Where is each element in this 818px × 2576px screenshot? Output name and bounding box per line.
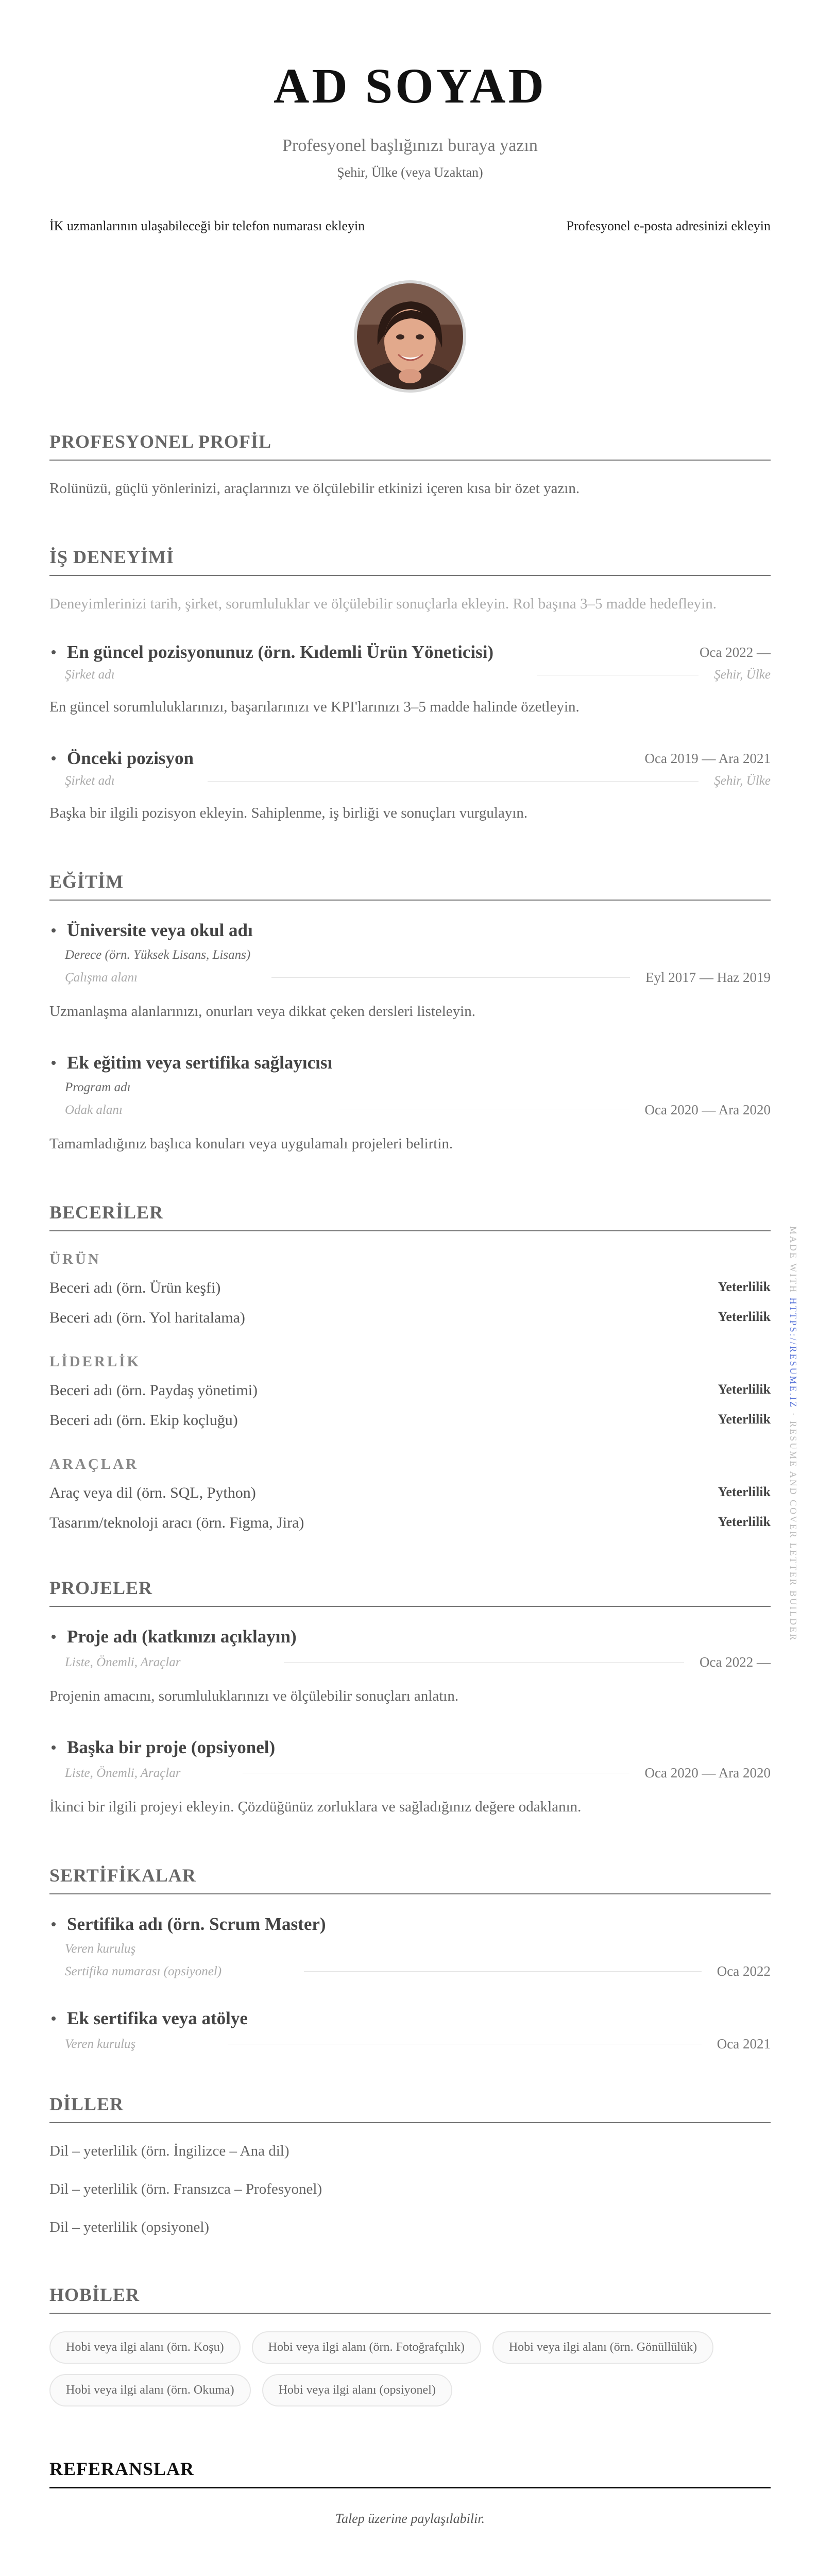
education-section xyxy=(49,871,771,1156)
entry-field: Odak alanı xyxy=(65,1103,123,1117)
section-title-languages: DİLLER xyxy=(49,2093,771,2123)
bullet-icon xyxy=(52,650,56,654)
skill-category: LİDERLİK xyxy=(49,1353,141,1370)
entry-date: Oca 2020 — Ara 2020 xyxy=(644,1765,771,1781)
entry-title: Başka bir proje (opsiyonel) xyxy=(49,1737,771,1758)
leader-line xyxy=(208,781,699,782)
builder-link[interactable]: HTTPS://RESUME.IZ xyxy=(788,1297,798,1409)
entry-place: Şehir, Ülke xyxy=(714,668,771,682)
entry-place: Şehir, Ülke xyxy=(714,774,771,788)
section-title-skills: BECERİLER xyxy=(49,1201,771,1231)
entry-degree: Derece (örn. Yüksek Lisans, Lisans) xyxy=(65,948,251,962)
skill-row: Beceri adı (örn. Ürün keşfi) Yeterlilik xyxy=(49,1279,771,1296)
section-title-references: REFERANSLAR xyxy=(49,2458,771,2488)
hobby-chip: Hobi veya ilgi alanı (opsiyonel) xyxy=(262,2374,452,2406)
entry-tags: Liste, Önemli, Araçlar xyxy=(65,1655,181,1669)
entry-company: Şirket adı xyxy=(65,774,115,788)
bullet-icon xyxy=(52,1635,56,1639)
profile-text: Rolünüzü, güçlü yönlerinizi, araçlarınızı ve ölçülebilir etkinizi içeren kısa bir özet yazın. xyxy=(49,480,580,497)
language-item: Dil – yeterlilik (örn. İngilizce – Ana dil) xyxy=(49,2143,289,2159)
entry-title: Sertifika adı (örn. Scrum Master) xyxy=(49,1914,771,1935)
profile-photo xyxy=(354,280,466,393)
entry-tags: Liste, Önemli, Araçlar xyxy=(65,1766,181,1780)
section-title-education: EĞİTİM xyxy=(49,871,771,901)
skill-row: Beceri adı (örn. Ekip koçluğu) Yeterlilik xyxy=(49,1412,771,1429)
languages-section xyxy=(49,2093,771,2240)
section-title-experience: İŞ DENEYİMİ xyxy=(49,546,771,576)
entry-title: Üniversite veya okul adı xyxy=(49,920,771,941)
entry-desc: Tamamladığınız başlıca konuları veya uygulamalı projeleri belirtin. xyxy=(49,1136,453,1152)
entry-desc: Projenin amacını, sorumluluklarınızı ve ölçülebilir sonuçları anlatın. xyxy=(49,1688,459,1704)
portrait-image xyxy=(357,283,463,389)
skill-row: Beceri adı (örn. Paydaş yönetimi) Yeterlilik xyxy=(49,1382,771,1399)
leader-line xyxy=(271,977,630,978)
certificates-section xyxy=(49,1865,771,2052)
entry-date: Oca 2022 — xyxy=(700,644,771,660)
entry-title: Ek sertifika veya atölye xyxy=(49,2008,771,2029)
entry-date: Oca 2022 — xyxy=(700,1654,771,1670)
section-title-projects: PROJELER xyxy=(49,1577,771,1607)
hobbies-section xyxy=(49,2284,771,2417)
candidate-name: AD SOYAD xyxy=(274,58,547,113)
entry-field: Çalışma alanı xyxy=(65,970,138,985)
experience-item xyxy=(49,642,771,719)
language-item: Dil – yeterlilik (örn. Fransızca – Profesyonel) xyxy=(49,2181,322,2197)
section-title-certificates: SERTİFİKALAR xyxy=(49,1865,771,1894)
profile-section xyxy=(49,431,771,501)
entry-issuer: Veren kuruluş xyxy=(65,1942,136,1956)
entry-desc: İkinci bir ilgili projeyi ekleyin. Çözdüğünüz zorluklara ve sağladığınız değere odaklanın. xyxy=(49,1799,582,1815)
entry-date: Oca 2021 xyxy=(717,2036,771,2052)
project-item xyxy=(49,1737,771,1819)
bullet-icon xyxy=(52,1745,56,1750)
section-title-profile: PROFESYONEL PROFİL xyxy=(49,431,771,461)
entry-title: Önceki pozisyon xyxy=(49,748,194,769)
bullet-icon xyxy=(52,1922,56,1926)
entry-desc: Başka bir ilgili pozisyon ekleyin. Sahiplenme, iş birliği ve sonuçları vurgulayın. xyxy=(49,805,528,821)
entry-title: En güncel pozisyonunuz (örn. Kıdemli Ürün Yöneticisi) xyxy=(49,642,493,663)
skills-section xyxy=(49,1201,771,1532)
hobby-chip: Hobi veya ilgi alanı (örn. Okuma) xyxy=(49,2374,251,2406)
leader-line xyxy=(304,1971,702,1972)
headline: Profesyonel başlığınızı buraya yazın xyxy=(282,136,538,155)
resume-page xyxy=(49,0,771,2527)
entry-degree: Program adı xyxy=(65,1080,131,1094)
photo-wrap xyxy=(49,280,771,393)
skill-row: Tasarım/teknoloji aracı (örn. Figma, Jira) Yeterlilik xyxy=(49,1514,771,1531)
contact-row xyxy=(49,218,771,234)
section-title-hobbies: HOBİLER xyxy=(49,2284,771,2314)
references-note: Talep üzerine paylaşılabilir. xyxy=(335,2511,485,2526)
projects-section xyxy=(49,1577,771,1819)
education-item xyxy=(49,1053,771,1156)
entry-date: Oca 2019 — Ara 2021 xyxy=(644,750,771,766)
entry-date: Oca 2022 xyxy=(717,1963,771,1979)
entry-company: Şirket adı xyxy=(65,668,115,682)
bullet-icon xyxy=(52,928,56,933)
entry-desc: Uzmanlaşma alanlarınızı, onurları veya dikkat çeken dersleri listeleyin. xyxy=(49,1003,475,1020)
bullet-icon xyxy=(52,1061,56,1065)
hobby-chip: Hobi veya ilgi alanı (örn. Fotoğrafçılık) xyxy=(252,2331,481,2364)
skill-row: Araç veya dil (örn. SQL, Python) Yeterlilik xyxy=(49,1484,771,1501)
email-hint[interactable]: Profesyonel e-posta adresinizi ekleyin xyxy=(566,218,771,233)
experience-item xyxy=(49,748,771,825)
leader-line xyxy=(284,1662,684,1663)
experience-intro: Deneyimlerinizi tarih, şirket, sorumluluklar ve ölçülebilir sonuçlarla ekleyin. Rol başına 3–5 madde hedefleyin. xyxy=(49,596,717,612)
education-item xyxy=(49,920,771,1024)
certificate-item xyxy=(49,1914,771,1979)
entry-date: Oca 2020 — Ara 2020 xyxy=(644,1102,771,1117)
hobby-chip: Hobi veya ilgi alanı (örn. Koşu) xyxy=(49,2331,241,2364)
bullet-icon xyxy=(52,756,56,760)
side-watermark: MADE WITH HTTPS://RESUME.IZ · RESUME AND COVER LETTER BUILDER xyxy=(788,1226,798,1642)
phone-hint[interactable]: İK uzmanlarının ulaşabileceği bir telefon numarası ekleyin xyxy=(49,218,365,233)
bullet-icon xyxy=(52,2016,56,2021)
entry-title: Proje adı (katkınızı açıklayın) xyxy=(49,1626,771,1647)
hobby-chips xyxy=(49,2331,771,2417)
entry-date: Eyl 2017 — Haz 2019 xyxy=(645,970,771,985)
experience-section xyxy=(49,546,771,825)
entry-number: Sertifika numarası (opsiyonel) xyxy=(65,1964,222,1978)
project-item xyxy=(49,1626,771,1708)
entry-issuer: Veren kuruluş xyxy=(65,2037,136,2051)
references-section xyxy=(49,2458,771,2527)
skill-row: Beceri adı (örn. Yol haritalama) Yeterlilik xyxy=(49,1309,771,1326)
entry-desc: En güncel sorumluluklarınızı, başarılarınızı ve KPI'larınızı 3–5 madde halinde özetleyin. xyxy=(49,699,580,715)
skill-category: ÜRÜN xyxy=(49,1251,101,1267)
language-item: Dil – yeterlilik (opsiyonel) xyxy=(49,2219,210,2235)
skill-category: ARAÇLAR xyxy=(49,1456,139,1472)
certificate-item xyxy=(49,2008,771,2052)
hobby-chip: Hobi veya ilgi alanı (örn. Gönüllülük) xyxy=(492,2331,713,2364)
entry-title: Ek eğitim veya sertifika sağlayıcısı xyxy=(49,1053,771,1073)
location: Şehir, Ülke (veya Uzaktan) xyxy=(337,165,483,180)
